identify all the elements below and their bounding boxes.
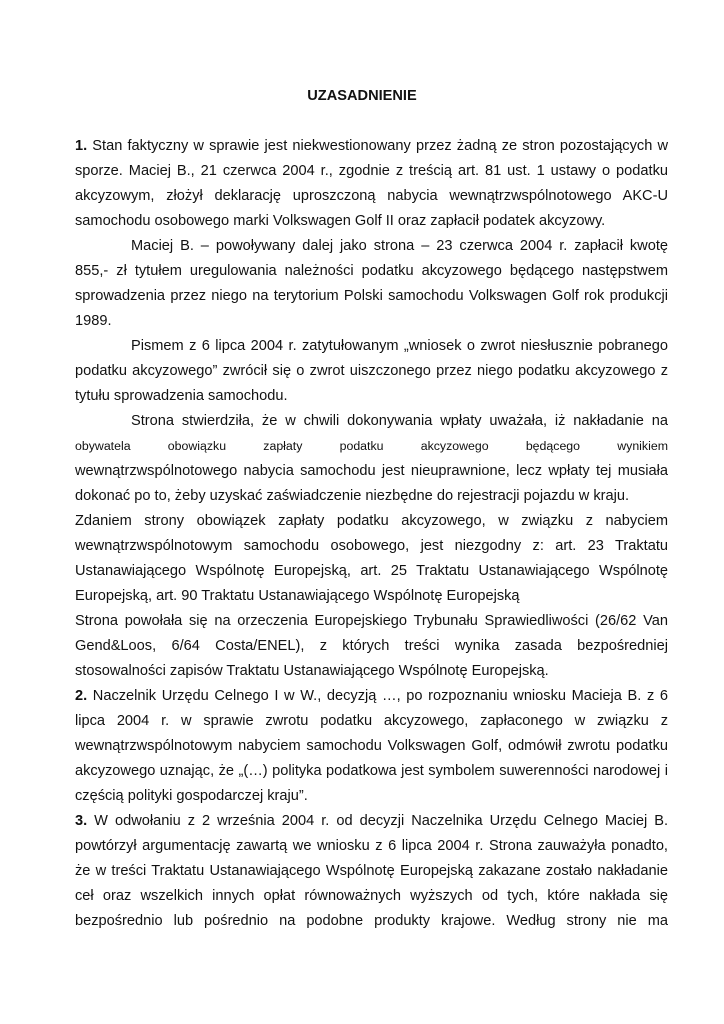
line-text: Europejską, art. 90 Traktatu Ustanawiającego Wspólnotę Europejską [75,588,520,604]
text-line [75,161,668,181]
text-line [75,511,668,531]
section-number: 2. [75,688,88,704]
text-line [75,311,668,331]
section-number: 3. [75,813,88,829]
text-line [131,236,668,256]
text-line [75,636,668,656]
line-text: samochodu osobowego marki Volkswagen Golf II oraz zapłacił podatek akcyzowy. [75,213,606,229]
document-title: UZASADNIENIE [307,88,417,104]
text-line [75,661,668,681]
line-text: Ustanawiającego Wspólnotę Europejską, art. 25 Traktatu Ustanawiającego Wspólnotę [75,563,668,579]
line-text: stosowalności zapisów Traktatu Ustanawiającego Wspólnotę Europejską. [75,663,549,679]
line-text: 1989. [75,313,112,329]
text-line [75,461,668,481]
line-text: Strona stwierdziła, że w chwili dokonywania wpłaty uważała, iż nakładanie na [131,413,668,429]
text-line [75,586,668,606]
section-number: 1. [75,138,88,154]
text-line [75,486,668,506]
line-text: obywatela obowiązku zapłaty podatku akcyzowego będącego wynikiem [75,439,668,453]
text-line [75,186,668,206]
line-text: lipca 2004 r. w sprawie zwrotu podatku akcyzowego, zapłaconego w związku z [75,713,668,729]
line-text: 855,- zł tytułem uregulowania należności podatku akcyzowego będącego następstwem [75,263,668,279]
line-text: bezpośrednio lub pośrednio na podobne produkty krajowe. Według strony nie ma [75,913,668,929]
line-text: Naczelnik Urzędu Celnego I w W., decyzją …, po rozpoznaniu wniosku Macieja B. z 6 [87,688,668,704]
text-line [75,386,668,406]
line-text: akcyzowym, złożył deklarację uproszczoną nabycia wewnątrzwspólnotowego AKC-U [75,188,668,204]
line-text: Stan faktyczny w sprawie jest niekwestionowany przez żadną ze stron pozostających w [87,138,668,154]
text-line [75,811,668,831]
line-text: tytułu sprowadzenia samochodu. [75,388,288,404]
text-line [131,336,668,356]
line-text: podatku akcyzowego” zwrócił się o zwrot uiszczonego przez niego podatku akcyzowego z [75,363,668,379]
line-text: Gend&Loos, 6/64 Costa/ENEL), z których treści wynika zasada bezpośredniej [75,638,668,654]
text-line [75,561,668,581]
text-line [75,611,668,631]
text-line [75,836,668,856]
line-text: akcyzowego uznając, że „(…) polityka podatkowa jest symbolem suwerenności narodowej i [75,763,668,779]
text-line [75,286,668,306]
text-line [75,536,668,556]
line-text: częścią polityki gospodarczej kraju”. [75,788,308,804]
line-text: Maciej B. – powoływany dalej jako strona – 23 czerwca 2004 r. zapłacił kwotę [131,238,668,254]
text-line [75,736,668,756]
line-text: że w treści Traktatu Ustanawiającego Wspólnotę Europejską zakazane zostało nakładanie [75,863,668,879]
text-line [75,436,668,456]
text-line [75,886,668,906]
text-line [75,761,668,781]
text-line [75,686,668,706]
line-text: dokonać po to, żeby uzyskać zaświadczenie niezbędne do rejestracji pojazdu w kraju. [75,488,630,504]
line-text: Strona powołała się na orzeczenia Europejskiego Trybunału Sprawiedliwości (26/62 Van [75,613,668,629]
text-line [75,211,668,231]
text-line [131,411,668,431]
line-text: wewnątrzwspólnotowego nabycia samochodu jest nieuprawnione, lecz wpłaty tej musiała [75,463,668,479]
line-text: powtórzył argumentację zawartą we wniosku z 6 lipca 2004 r. Strona zauważyła ponadto, [75,838,668,854]
line-text: Zdaniem strony obowiązek zapłaty podatku akcyzowego, w związku z nabyciem [75,513,668,529]
text-line [75,261,668,281]
text-line [75,711,668,731]
text-line [75,786,668,806]
text-line [75,911,668,931]
line-text: sporze. Maciej B., 21 czerwca 2004 r., zgodnie z treścią art. 81 ust. 1 ustawy o podatku [75,163,668,179]
line-text: W odwołaniu z 2 września 2004 r. od decyzji Naczelnika Urzędu Celnego Maciej B. [87,813,668,829]
line-text: wewnątrzwspólnotowym samochodu osobowego, jest niezgodny z: art. 23 Traktatu [75,538,668,554]
line-text: sprowadzenia przez niego na terytorium Polski samochodu Volkswagen Golf rok produkcji [75,288,668,304]
text-line [75,861,668,881]
line-text: Pismem z 6 lipca 2004 r. zatytułowanym „wniosek o zwrot niesłusznie pobranego [131,338,668,354]
text-line [75,136,668,156]
line-text: wewnątrzwspólnotowym nabyciem samochodu Volkswagen Golf, odmówił zwrotu podatku [75,738,668,754]
line-text: ceł oraz wszelkich innych opłat równoważnych wyższych od tych, które nakłada się [75,888,668,904]
text-line [75,361,668,381]
